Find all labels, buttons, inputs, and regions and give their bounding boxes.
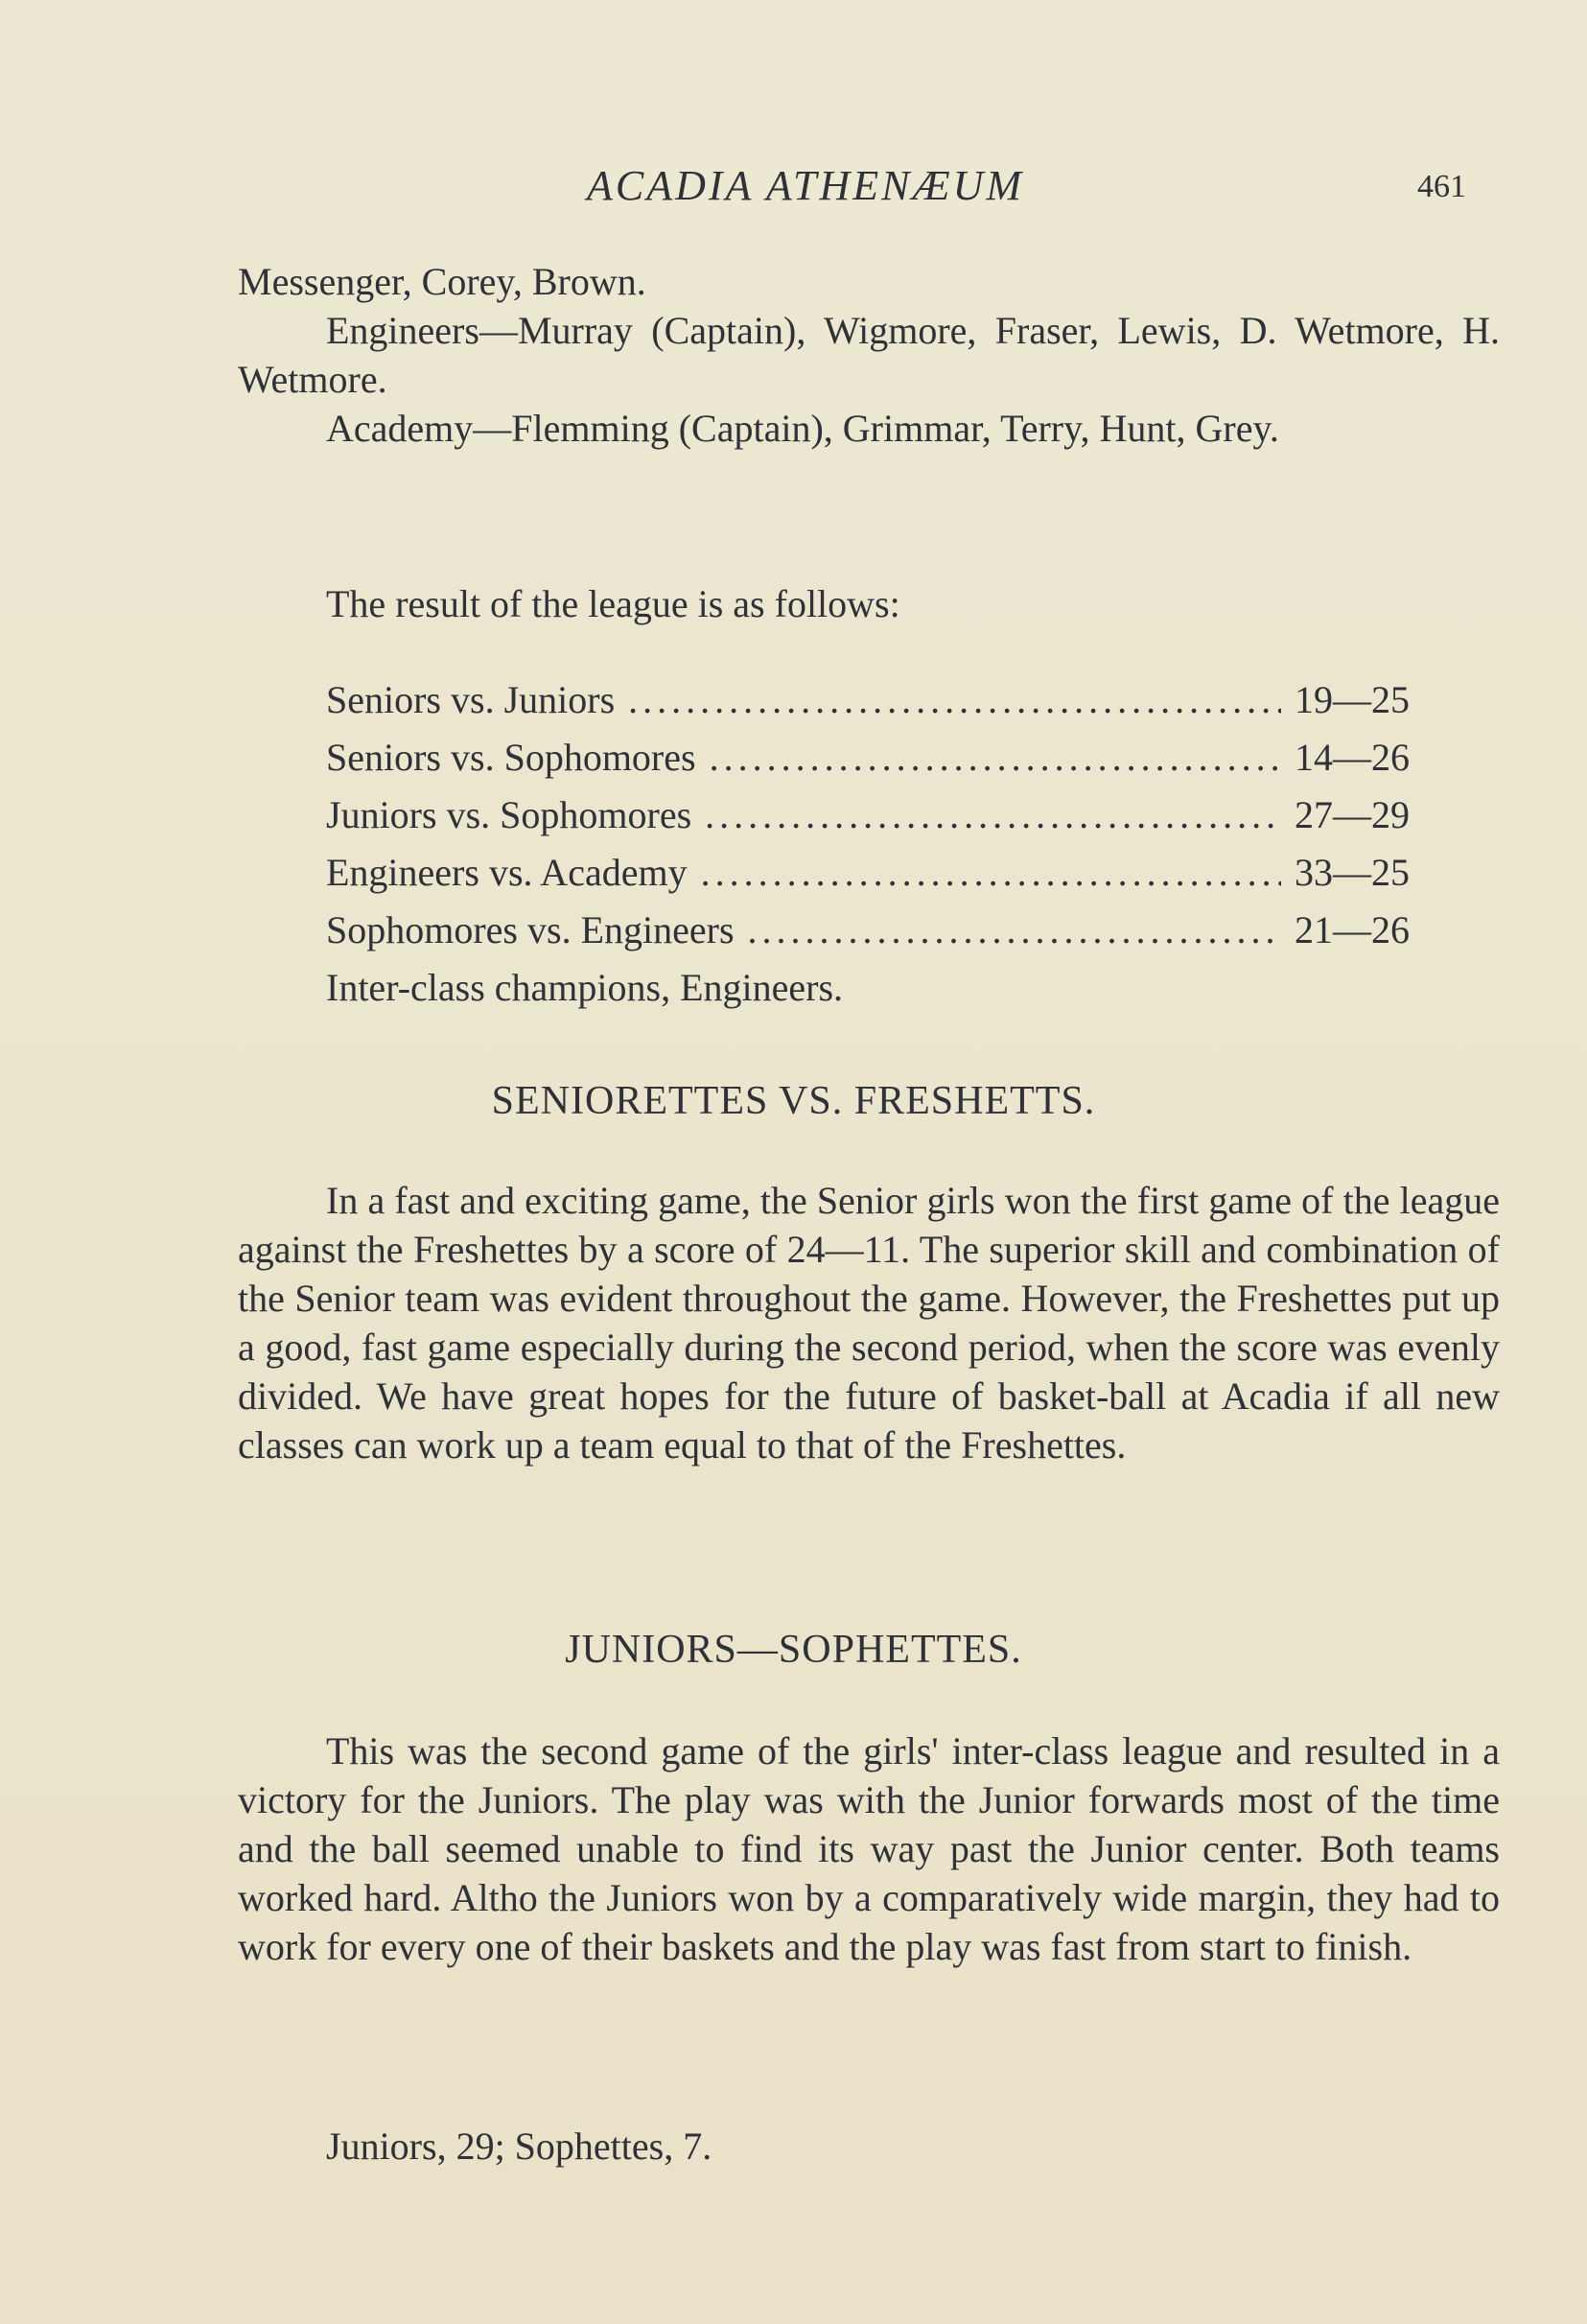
juniors-report bbox=[238, 1726, 1500, 1971]
result-score: 33—25 bbox=[1295, 851, 1410, 894]
seniorettes-report bbox=[238, 1176, 1500, 1469]
engineers-roster: Engineers—Murray (Captain), Wigmore, Fraser, Lewis, D. Wetmore, H. Wetmore. bbox=[238, 309, 1500, 401]
result-row bbox=[326, 735, 1410, 792]
running-title: ACADIA ATHENÆUM bbox=[587, 162, 1025, 209]
result-match: Sophomores vs. Engineers bbox=[326, 908, 735, 951]
page-header bbox=[0, 161, 1587, 219]
final-score: Juniors, 29; Sophettes, 7. bbox=[326, 2124, 712, 2168]
result-match: Engineers vs. Academy bbox=[326, 851, 688, 894]
juniors-body: This was the second game of the girls' inter-class league and resulted in a victory for the Juniors. The play was with the Junior forwards most of the time and the ball seemed unable to find its way past the Junior center. Both teams worked hard. Altho the Juniors won by a comparatively wide margin, they had to work for every one of their baskets and the play was fast from start to finish. bbox=[238, 1729, 1500, 1968]
final-score-block bbox=[238, 2122, 1500, 2171]
result-intro: The result of the league is as follows: bbox=[326, 582, 900, 625]
result-match: Seniors vs. Juniors bbox=[326, 678, 616, 721]
result-score: 19—25 bbox=[1295, 678, 1410, 721]
seniorettes-body: In a fast and exciting game, the Senior girls won the first game of the league against the Freshettes by a score of 24—11. The superior skill and combination of the Senior team was evident throughout the game. However, the Freshettes put up a good, fast game especially during the second period, when the score was evenly divided. We have great hopes for the future of basket-ball at Acadia if all new classes can work up a team equal to that of the Freshettes. bbox=[238, 1179, 1500, 1467]
result-row bbox=[326, 792, 1410, 850]
roster-continuation: Messenger, Corey, Brown. bbox=[238, 260, 646, 303]
dot-leader bbox=[705, 792, 1281, 837]
result-match: Seniors vs. Sophomores bbox=[326, 736, 696, 779]
champions-text: Inter-class champions, Engineers. bbox=[326, 966, 844, 1009]
result-row bbox=[326, 677, 1410, 735]
result-intro-block bbox=[238, 579, 1500, 628]
dot-leader bbox=[628, 677, 1281, 722]
result-match: Juniors vs. Sophomores bbox=[326, 793, 692, 836]
section-heading-seniorettes: SENIORETTES VS. FRESHETTS. bbox=[491, 1079, 1096, 1123]
result-row bbox=[326, 850, 1410, 907]
result-score: 14—26 bbox=[1295, 736, 1410, 779]
roster-block bbox=[238, 257, 1500, 453]
result-score: 21—26 bbox=[1295, 908, 1410, 951]
dot-leader bbox=[710, 735, 1281, 780]
league-results bbox=[326, 677, 1410, 1022]
page-number: 461 bbox=[1417, 169, 1466, 204]
result-score: 27—29 bbox=[1295, 793, 1410, 836]
champions-line bbox=[326, 965, 1410, 1022]
academy-roster: Academy—Flemming (Captain), Grimmar, Terry, Hunt, Grey. bbox=[326, 407, 1279, 450]
dot-leader bbox=[748, 907, 1281, 952]
result-row bbox=[326, 907, 1410, 965]
section-heading-juniors: JUNIORS—SOPHETTES. bbox=[565, 1628, 1022, 1672]
dot-leader bbox=[701, 850, 1281, 895]
